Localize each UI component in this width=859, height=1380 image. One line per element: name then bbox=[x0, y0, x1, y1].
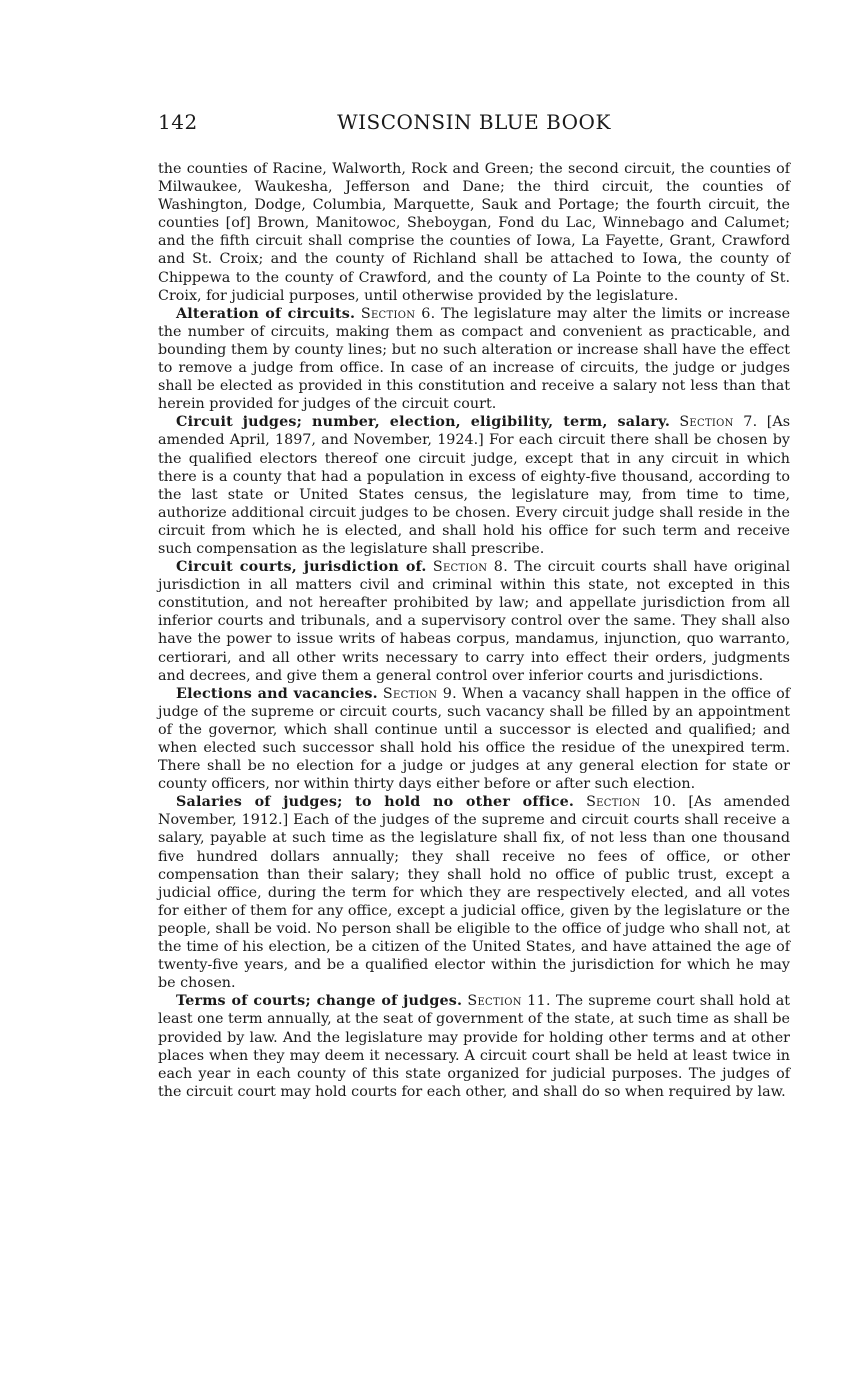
section-label: Section 7. bbox=[679, 414, 758, 431]
section-label: Section 8. bbox=[432, 559, 509, 576]
continuation-paragraph: the counties of Racine, Walworth, Rock and Green; the second circuit, the counties of Milwaukee, Waukesha, Jefferson and Dane; the third circuit, the counties of Washington, Dodge, Columbia, Marquette, Sauk and Portage; the fourth circuit, the counties [of] Brown, Manitowoc, Sheboygan, Fond du Lac, Winnebago and Calumet; and the fifth circuit shall comprise the counties of Iowa, La Fayette, Grant, Crawford and St. Croix; and the county of Richland shall be attached to Iowa, the county of Chippewa to the county of Crawford, and the county of La Pointe to the county of St. Croix, for judicial purposes, until otherwise provided by the legislature. bbox=[158, 161, 790, 304]
section-text: When a vacancy shall happen in the office of judge of the supreme or circuit courts, such vacancy shall be filled by an appointment of the governor, which shall continue until a successor is elected and qualified; and when elected such successor shall hold his office the residue of the unexpired term. There shall be no election for a judge or judges at any general election for state or county officers, nor within thirty days either before or after such election. bbox=[158, 685, 791, 793]
section-text: [As amended November, 1912.] Each of the judges of the supreme and circuit courts shall receive a salary, payable at such time as the legislature shall fix, of not less than one thousand five hundred dollars annually; they shall receive no fees of office, or other compensation than their salary; they shall hold no office of public trust, except a judicial office, during the term for which they are respectively elected, and all votes for either of them for any office, except a judicial office, given by the legislature or the people, shall be void. No person shall be eligible to the office of judge who shall not, at the time of his election, be a citizen of the United States, and have attained the age of twenty-five years, and be a qualified elector within the jurisdiction for which he may be chosen. bbox=[158, 794, 791, 992]
section-8 bbox=[158, 558, 790, 685]
section-10 bbox=[158, 793, 790, 992]
section-6 bbox=[158, 305, 790, 414]
body-text bbox=[158, 160, 790, 1101]
section-heading: Alteration of circuits. bbox=[176, 305, 356, 322]
page bbox=[158, 110, 790, 1101]
section-label: Section 6. bbox=[360, 305, 436, 322]
page-header bbox=[158, 110, 790, 140]
page-number: 142 bbox=[158, 110, 198, 134]
section-text: The legislature may alter the limits or increase the number of circuits, making them as compact and convenient as practicable, and bounding them by county lines; but no such alteration or increase shall have the effect to remove a judge from office. In case of an increase of circuits, the judge or judges shall be elected as provided in this constitution and receive a salary not less than that herein provided for judges of the circuit court. bbox=[158, 305, 791, 413]
section-text: [As amended April, 1897, and November, 1924.] For each circuit there shall be chosen by the qualified electors thereof one circuit judge, except that in any circuit in which there is a county that had a population in excess of eighty-five thousand, according to the last state or United States census, the legislature may, from time to time, authorize additional circuit judges to be chosen. Every circuit judge shall reside in the circuit from which he is elected, and shall hold his office for such term and receive such compensation as the legislature shall prescribe. bbox=[158, 414, 791, 557]
section-text: The supreme court shall hold at least one term annually, at the seat of government of the state, at such time as shall be provided by law. And the legislature may provide for holding other terms and at other places when they may deem it necessary. A circuit court shall be held at least twice in each year in each county of this state organized for judicial purposes. The judges of the circuit court may hold courts for each other, and shall do so when required by law. bbox=[158, 993, 790, 1100]
running-title: WISCONSIN BLUE BOOK bbox=[337, 110, 611, 134]
section-11 bbox=[158, 992, 790, 1101]
section-label: Section 9. bbox=[382, 685, 457, 702]
section-9 bbox=[158, 685, 790, 794]
section-heading: Circuit judges; number, election, eligibility, term, salary. bbox=[176, 414, 671, 431]
section-heading: Salaries of judges; to hold no other office. bbox=[176, 794, 575, 811]
section-heading: Terms of courts; change of judges. bbox=[176, 993, 463, 1010]
section-label: Section 10. bbox=[586, 794, 677, 811]
section-text: The circuit courts shall have original jurisdiction in all matters civil and criminal within this state, not excepted in this constitution, and not hereafter prohibited by law; and appellate jurisdiction from all inferior courts and tribunals, and a supervisory control over the same. They shall also have the power to issue writs of habeas corpus, mandamus, injunction, quo warranto, certiorari, and all other writs necessary to carry into effect their orders, judgments and decrees, and give them a general control over inferior courts and jurisdictions. bbox=[158, 559, 791, 684]
section-label: Section 11. bbox=[467, 993, 551, 1010]
section-7 bbox=[158, 413, 790, 558]
section-heading: Elections and vacancies. bbox=[176, 685, 378, 702]
section-heading: Circuit courts, jurisdiction of. bbox=[176, 559, 427, 576]
